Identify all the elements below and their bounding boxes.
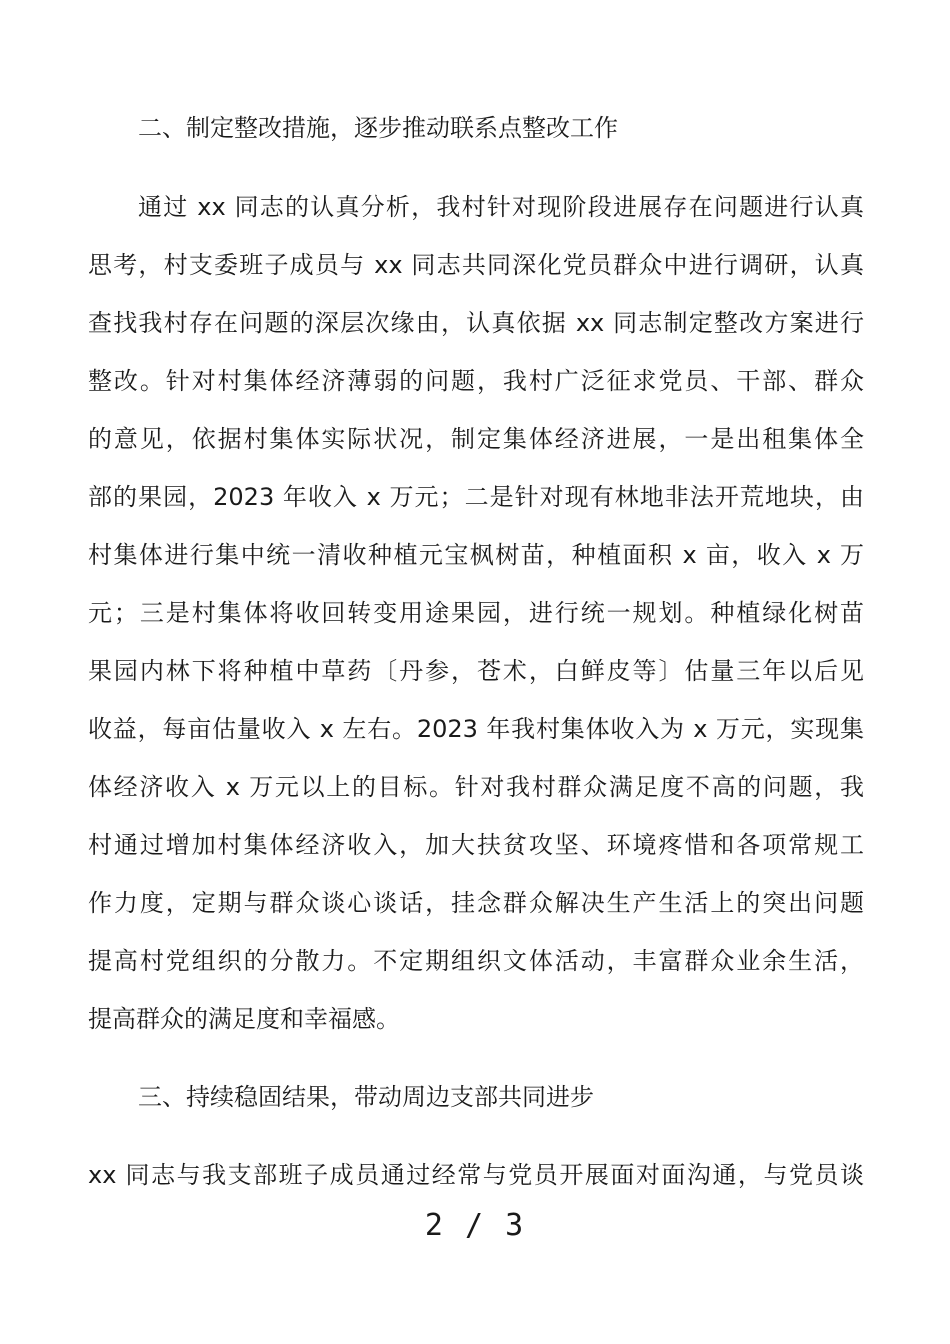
paragraph-line: 村集体进行集中统一清收种植元宝枫树苗，种植面积 x 亩，收入 x 万 xyxy=(88,541,864,569)
paragraph-line: 作力度，定期与群众谈心谈话，挂念群众解决生产生活上的突出问题 xyxy=(88,889,864,917)
paragraph-line: 部的果园，2023 年收入 x 万元；二是针对现有林地非法开荒地块，由 xyxy=(88,483,864,511)
paragraph-line: 查找我村存在问题的深层次缘由，认真依据 xx 同志制定整改方案进行 xyxy=(88,309,864,337)
paragraph-line: 提高村党组织的分散力。不定期组织文体活动，丰富群众业余生活， xyxy=(88,947,864,975)
paragraph-line: 体经济收入 x 万元以上的目标。针对我村群众满足度不高的问题，我 xyxy=(88,773,864,801)
page-number: 2 / 3 xyxy=(424,1208,526,1243)
paragraph-line: 元；三是村集体将收回转变用途果园，进行统一规划。种植绿化树苗 xyxy=(88,599,864,627)
paragraph-line: 的意见，依据村集体实际状况，制定集体经济进展，一是出租集体全 xyxy=(88,425,864,453)
paragraph-line: 收益，每亩估量收入 x 左右。2023 年我村集体收入为 x 万元，实现集 xyxy=(88,715,864,743)
paragraph-line: 整改。针对村集体经济薄弱的问题，我村广泛征求党员、干部、群众 xyxy=(88,367,864,395)
section-heading-2: 二、制定整改措施，逐步推动联系点整改工作 xyxy=(138,114,618,142)
paragraph-line: 果园内林下将种植中草药〔丹参，苍术，白鲜皮等〕估量三年以后见 xyxy=(88,657,864,685)
section-heading-3: 三、持续稳固结果，带动周边支部共同进步 xyxy=(138,1083,594,1111)
paragraph-line: 思考，村支委班子成员与 xx 同志共同深化党员群众中进行调研，认真 xyxy=(88,251,864,279)
paragraph-line: xx 同志与我支部班子成员通过经常与党员开展面对面沟通，与党员谈 xyxy=(88,1161,864,1189)
paragraph-line: 提高群众的满足度和幸福感。 xyxy=(88,1005,400,1033)
paragraph-line: 村通过增加村集体经济收入，加大扶贫攻坚、环境疼惜和各项常规工 xyxy=(88,831,864,859)
paragraph-line: 通过 xx 同志的认真分析，我村针对现阶段进展存在问题进行认真 xyxy=(138,193,864,221)
